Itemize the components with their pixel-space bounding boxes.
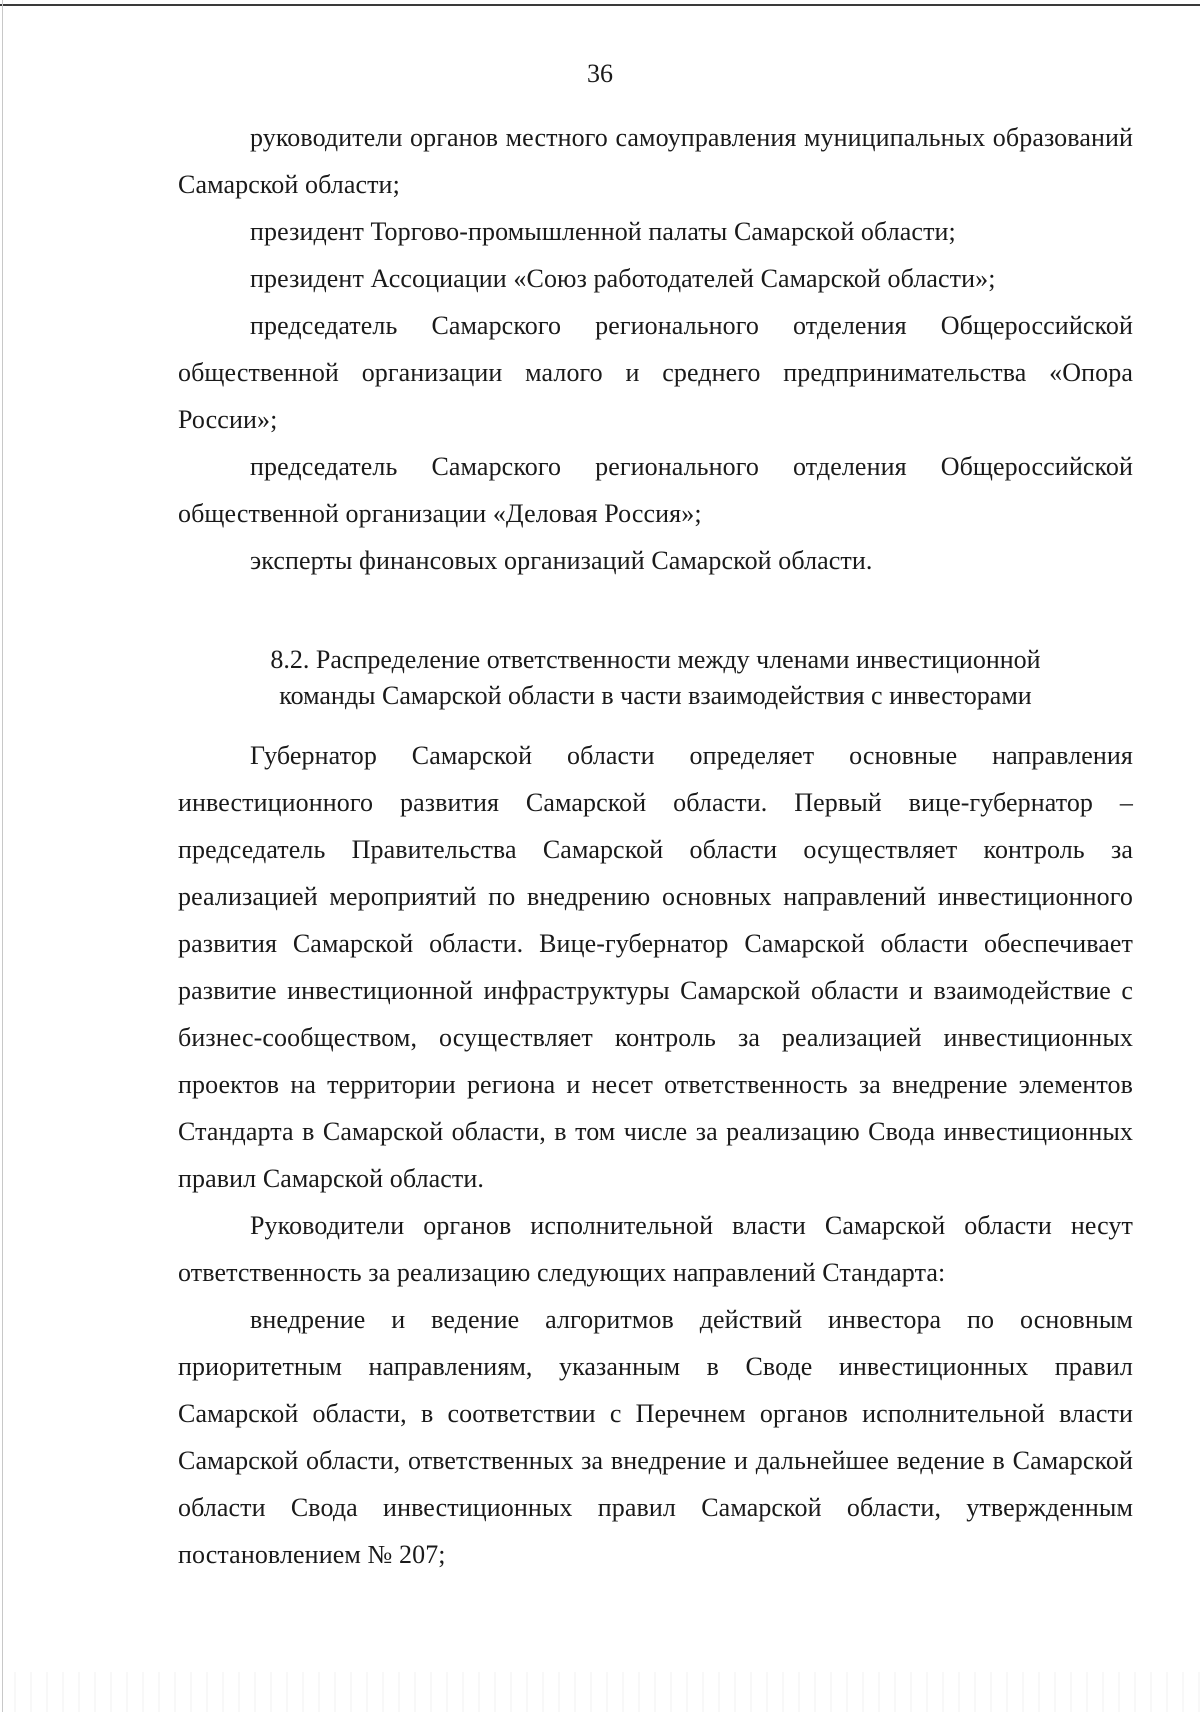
paragraph-executive-heads: Руководители органов исполнительной власти Самарской области несут ответственность за реализацию следующих направлений Стандарта: [178,1211,1133,1287]
section-heading-line-1: 8.2. Распределение ответственности между членами инвестиционной [270,645,1041,674]
paragraph-financial-experts: эксперты финансовых организаций Самарской области. [250,546,873,575]
paragraph-employers-association: президент Ассоциации «Союз работодателей Самарской области»; [250,264,996,293]
paragraph-delovaya-rossiya: председатель Самарского регионального отделения Общероссийской общественной организации «Деловая Россия»; [178,452,1133,528]
section-heading [178,642,1133,714]
paragraph-local-government-heads: руководители органов местного самоуправления муниципальных образований Самарской области; [178,123,1133,199]
paragraph-governor-responsibilities: Губернатор Самарской области определяет основные направления инвестиционного развития Самарской области. Первый вице-губернатор – председатель Правительства Самарской области осуществляет контроль за реализацией мероприятий по внедрению основных направлений инвестиционного развития Самарской области. Вице-губернатор Самарской области обеспечивает развитие инвестиционной инфраструктуры Самарской области и взаимодействие с бизнес-сообществом, осуществляет контроль за реализацией инвестиционных проектов на территории региона и несет ответственность за внедрение элементов Стандарта в Самарской области, в том числе за реализацию Свода инвестиционных правил Самарской области. [178,741,1133,1193]
document-body [178,114,1133,1578]
section-heading-line-2: команды Самарской области в части взаимодействия с инвесторами [279,681,1032,710]
scan-top-rule [0,4,1200,6]
paragraph-chamber-of-commerce: президент Торгово-промышленной палаты Самарской области; [250,217,956,246]
scan-left-edge [2,0,3,1712]
scan-noise-bottom [0,1672,1200,1712]
page-number: 36 [587,59,613,88]
paragraph-investor-algorithms: внедрение и ведение алгоритмов действий инвестора по основным приоритетным направлениям, указанным в Своде инвестиционных правил Самарской области, в соответствии с Перечнем органов исполнительной власти Самарской области, ответственных за внедрение и дальнейшее ведение в Самарской области Свода инвестиционных правил Самарской области, утвержденным постановлением № 207; [178,1305,1133,1569]
paragraph-opora-rossii: председатель Самарского регионального отделения Общероссийской общественной организации малого и среднего предпринимательства «Опора России»; [178,311,1133,434]
